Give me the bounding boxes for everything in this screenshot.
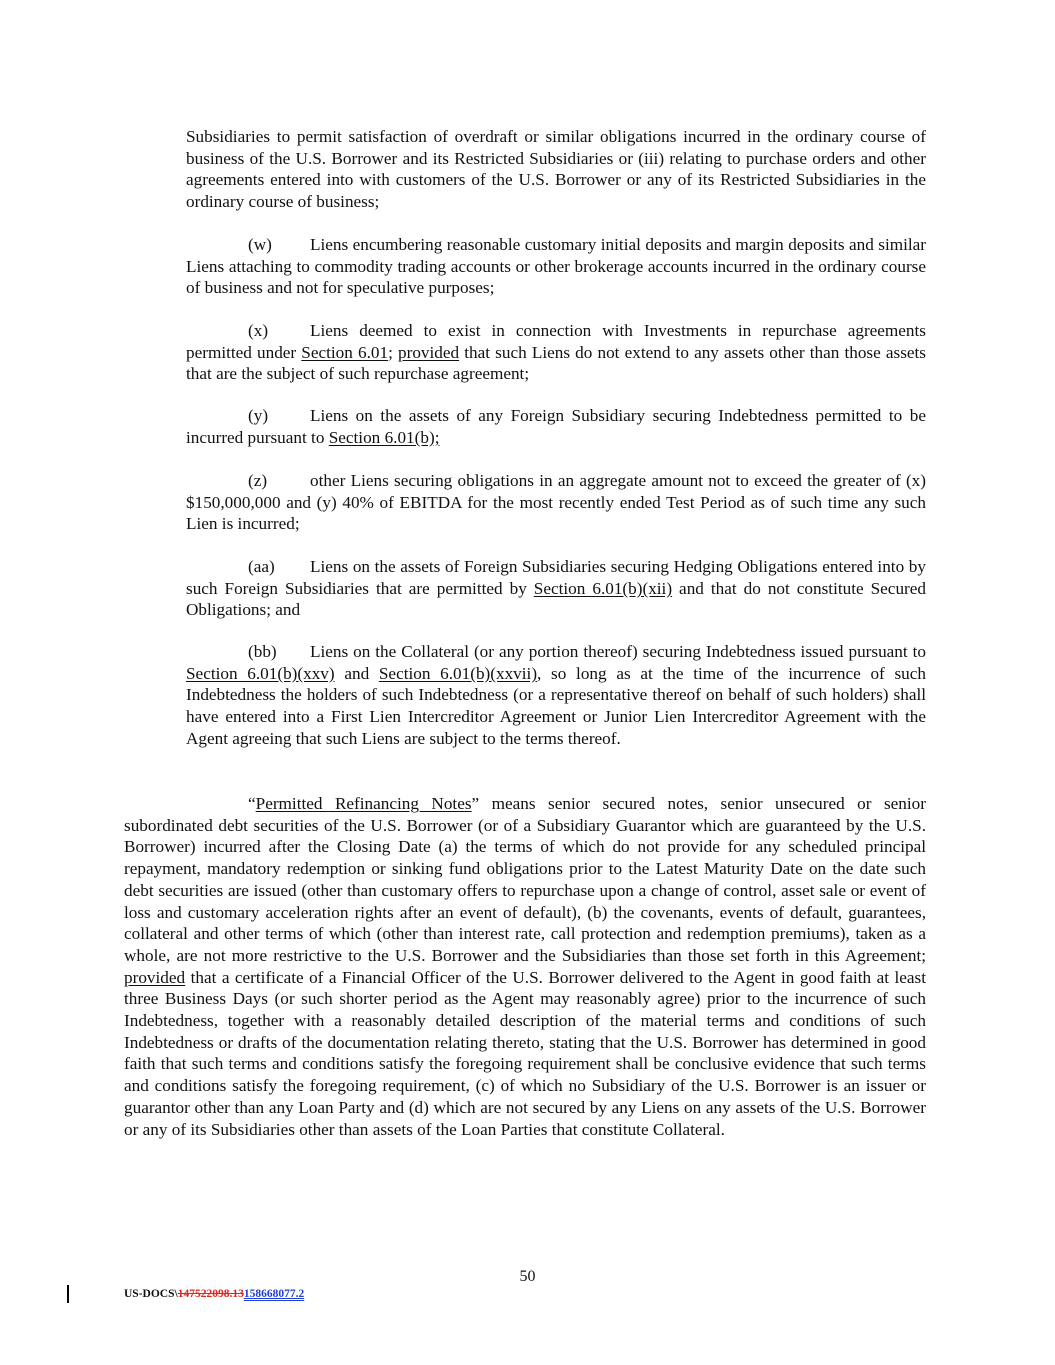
document-id-footer <box>124 1288 304 1300</box>
clause-v-continuation: Subsidiaries to permit satisfaction of overdraft or similar obligations incurred in the ordinary course of business of the U.S. Borrower and its Restricted Subsidiaries or (iii) relating to purchase orders and other agreements entered into with customers of the U.S. Borrower or any of its Restricted Subsidiaries in the ordinary course of business; <box>186 127 926 212</box>
deleted-doc-number: 147522098.13 <box>177 1288 244 1300</box>
clause-text: other Liens securing obligations in an aggregate amount not to exceed the greater of (x) $150,000,000 and (y) 40% of EBITDA for the most recently ended Test Period as of such time any such Lien is incurred; <box>186 471 926 534</box>
clause-w <box>186 234 926 299</box>
definition-text: ” means senior secured notes, senior unsecured or senior subordinated debt securities of the U.S. Borrower (or of a Subsidiary Guarantor which are guaranteed by the U.S. Borrower) incurred after the Closing Date (a) the terms of which do not provide for any scheduled principal repayment, mandatory redemption or sinking fund obligations prior to the Latest Maturity Date on the date such debt securities are issued (other than customary offers to repurchase upon a change of control, asset sale or event of loss and customary acceleration rights after an event of default), (b) the covenants, events of default, guarantees, collateral and other terms of which (other than interest rate, call protection and redemption premiums), taken as a whole, are not more restrictive to the U.S. Borrower and the Subsidiaries than those set forth in this Agreement; <box>124 794 926 965</box>
clause-x <box>186 320 926 385</box>
clause-label: (z) <box>248 471 268 490</box>
section-reference: Section 6.01(b)(xxv) <box>186 663 335 683</box>
clause-text: Liens on the Collateral (or any portion thereof) securing Indebtedness issued pursuant to <box>310 642 926 661</box>
section-reference: Section 6.01(b)(xxvii) <box>378 663 538 683</box>
clause-bb <box>186 641 926 750</box>
open-quote: “ <box>248 794 256 813</box>
provided-term: provided <box>398 342 460 362</box>
page-number: 50 <box>519 1268 536 1285</box>
clause-y <box>186 405 926 448</box>
clause-label: (aa) <box>248 557 275 576</box>
provided-term: provided <box>124 967 186 987</box>
clause-text: and that do not constitute Secured Obligations; and <box>186 578 926 620</box>
clause-text: , so long as at the time of the incurrence of such Indebtedness the holders of such Indebtedness (or a representative thereof on behalf of such holders) shall have entered into a First Lien Intercreditor Agreement or Junior Lien Intercreditor Agreement with the Agent agreeing that such Liens are subject to the terms thereof. <box>186 663 926 748</box>
section-reference: Section 6.01(b); <box>328 427 440 447</box>
clause-label: (w) <box>248 235 272 254</box>
clause-aa <box>186 556 926 621</box>
clause-label: (y) <box>248 406 269 425</box>
section-reference: Section 6.01 <box>301 342 389 362</box>
defined-term: Permitted Refinancing Notes <box>255 794 472 813</box>
section-reference: Section 6.01(b)(xii) <box>533 578 673 598</box>
clause-label: (x) <box>248 321 269 340</box>
clause-text: and <box>334 663 379 683</box>
clause-text: ; <box>388 342 398 362</box>
clause-text: that such Liens do not extend to any assets other than those assets that are the subject of such repurchase agreement; <box>186 342 926 384</box>
definition-text: that a certificate of a Financial Officer of the U.S. Borrower delivered to the Agent in good faith at least three Business Days (or such shorter period as the Agent may reasonably agree) prior to the incurrence of such Indebtedness, together with a reasonably detailed description of the material terms and conditions of such Indebtedness or drafts of the documentation relating thereto, stating that the U.S. Borrower has determined in good faith that such terms and conditions satisfy the foregoing requirement shall be conclusive evidence that such terms and conditions satisfy the foregoing requirement, (c) of which no Subsidiary of the U.S. Borrower is an issuer or guarantor other than any Loan Party and (d) which are not secured by any Liens on any assets of the U.S. Borrower or any of its Subsidiaries other than assets of the Loan Parties that constitute Collateral. <box>124 967 926 1139</box>
change-bar <box>67 1285 69 1303</box>
clause-z <box>186 470 926 535</box>
clause-text: Liens on the assets of Foreign Subsidiaries securing Hedging Obligations entered into by such Foreign Subsidiaries that are permitted by <box>186 557 926 598</box>
doc-prefix: US-DOCS\ <box>124 1288 178 1300</box>
permitted-refinancing-notes-definition <box>124 793 926 1140</box>
clause-text: Liens encumbering reasonable customary initial deposits and margin deposits and similar Liens attaching to commodity trading accounts or other brokerage accounts incurred in the ordinary course of business and not for speculative purposes; <box>186 235 926 298</box>
inserted-doc-number: 158668077.2 <box>243 1288 305 1300</box>
clause-text: Liens deemed to exist in connection with Investments in repurchase agreements permitted under <box>186 321 926 362</box>
clause-text: Liens on the assets of any Foreign Subsidiary securing Indebtedness permitted to be incurred pursuant to <box>186 406 926 447</box>
clause-label: (bb) <box>248 642 277 661</box>
